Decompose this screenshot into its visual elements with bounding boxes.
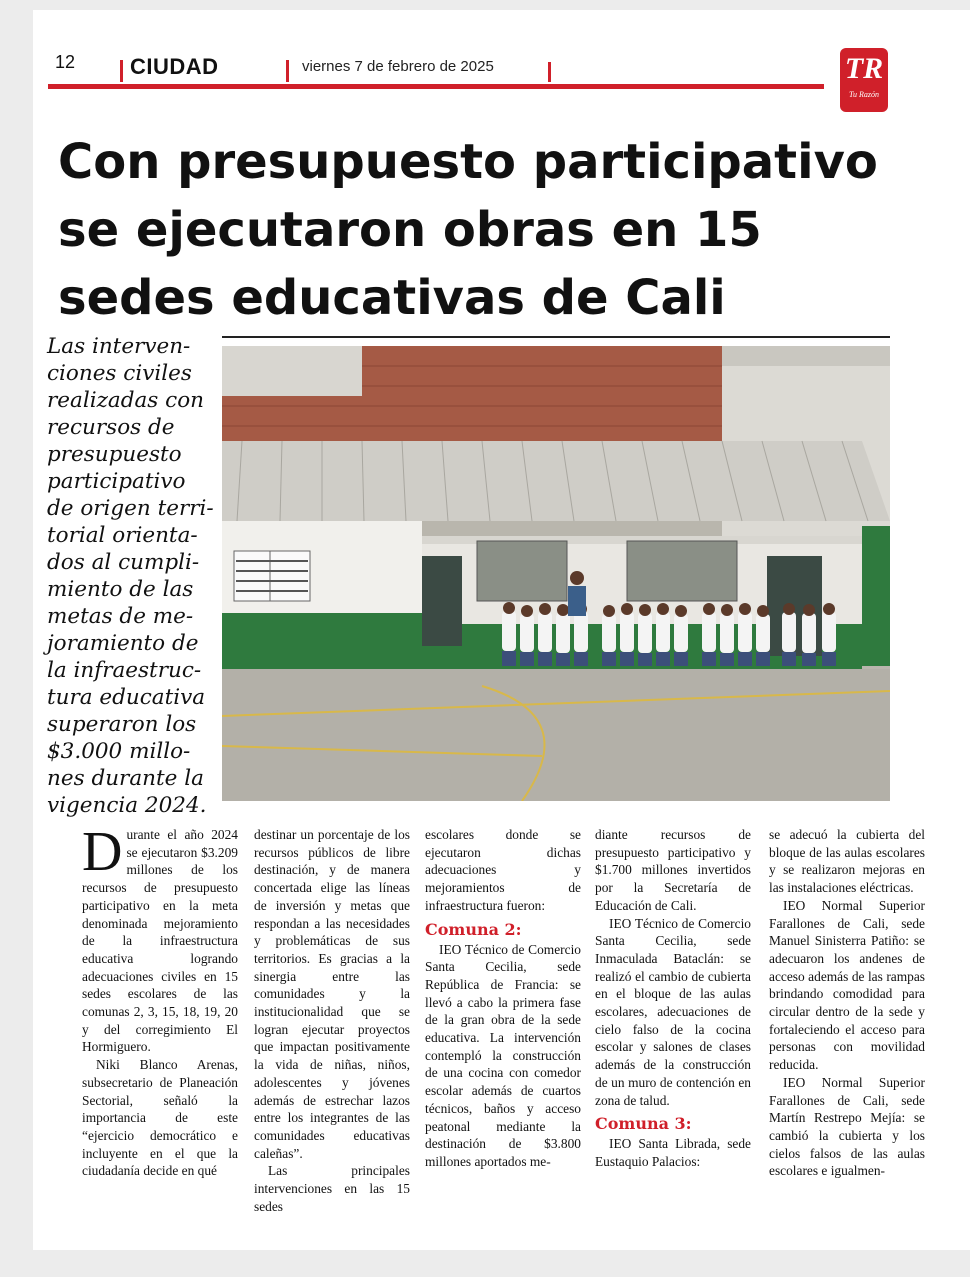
headline-line: se ejecutaron obras en 15 [58, 202, 762, 258]
article-paragraph: se adecuó la cubierta del bloque de las aulas escolares y se realizaron mejoras en las instalaciones eléctricas. [769, 827, 925, 896]
article-paragraph [82, 821, 238, 1056]
photo-rule [222, 336, 890, 338]
lead-line: miento de las [47, 577, 194, 602]
issue-date: viernes 7 de febrero de 2025 [302, 58, 494, 75]
article-paragraph: destinar un porcentaje de los recursos públicos de libre destinación, y de manera concertada elige las líneas de inversión y metas que respondan a las necesidades y problemáticas de sus territorios. Es gracias a la sinergia entre las comunidades y la institucionalidad que se logran ejecutar proyectos que impactan positivamente la vida de niñas, niños, adolescentes y jóvenes además de estrechar lazos entre los integrantes de las comunidades educativas caleñas”. [254, 827, 410, 1161]
header-rule [48, 84, 824, 89]
article-paragraph: IEO Normal Superior Farallones de Cali, sede Manuel Sinisterra Patiño: se adecuaron los andenes de acceso además de las rampas brindando comodidad para circular dentro de la sede y fortaleciendo el acceso para personas con movilidad reducida. [769, 897, 925, 1073]
headline-line: sedes educativas de Cali [58, 270, 726, 326]
article-paragraph: IEO Técnico de Comercio Santa Cecilia, sede República de Francia: se llevó a cabo la primera fase de la gran obra de la sede educativa. La intervención contempló la construcción de una cocina con comedor escolar además de cuartos técnicos, baños y acceso peatonal mediante la destinación de $3.800 millones aportados me- [425, 941, 581, 1169]
lead-line: presupuesto [47, 442, 182, 467]
lead-line: joramiento de [47, 631, 199, 656]
headline-line: Con presupuesto participativo [58, 134, 878, 190]
article-paragraph: diante recursos de presupuesto participativo y $1.700 millones invertidos por la Secretaría de Educación de Cali. [595, 827, 751, 913]
lead-line: tura educativa [47, 685, 206, 710]
header-divider [286, 60, 289, 82]
lead-line: participativo [47, 469, 186, 494]
lead-line: la infraestruc- [47, 658, 202, 683]
logo-name: Tu Razón [848, 90, 879, 99]
article-column-2 [254, 826, 410, 1215]
lead-line: realizadas con [47, 388, 204, 413]
article-paragraph: escolares donde se ejecutaron dichas adecuaciones y mejoramientos de infraestructura fueron: [425, 827, 581, 913]
lead-line: dos al cumpli- [47, 550, 200, 575]
article-paragraph: IEO Normal Superior Farallones de Cali, sede Martín Restrepo Mejía: se cambió la cubierta y los cielos falsos de las aulas escolares e igualmen- [769, 1074, 925, 1179]
lead-line: $3.000 millo- [47, 739, 191, 764]
lead-line: vigencia 2024. [47, 793, 207, 818]
drop-cap: D [82, 821, 123, 883]
article-paragraph: IEO Santa Librada, sede Eustaquio Palacios: [595, 1136, 751, 1169]
lead-line: torial orienta- [47, 523, 198, 548]
header-divider [120, 60, 123, 82]
school-building-illustration [222, 346, 890, 801]
article-paragraph: IEO Técnico de Comercio Santa Cecilia, sede Inmaculada Bataclán: se realizó el cambio de cubierta en el bloque de las aulas escolares, adecuaciones de cielo falso de la cocina escolar y salones de clases además de la construcción de un muro de contención en zona de talud. [595, 915, 751, 1108]
lead-line: Las interven- [47, 334, 191, 359]
article-column-5 [769, 826, 925, 1180]
section-title: CIUDAD [130, 54, 219, 79]
paragraph-text: urante el año 2024 se ejecutaron $3.209 millones de los recursos de presupuesto participativo en la meta denominada mejoramiento de la infraestructura educativa logrando adecuaciones civiles en 15 sedes escolares de las comunas 2, 3, 15, 18, 19, 20 y del corregimiento El Hormiguero. [82, 827, 238, 1055]
lead-line: ciones civiles [47, 361, 192, 386]
lead-line: nes durante la [47, 766, 204, 791]
article-column-4 [595, 826, 751, 1171]
header-divider [548, 62, 551, 82]
lead-line: metas de me- [47, 604, 194, 629]
article-lead [47, 333, 237, 819]
article-column-1 [82, 821, 238, 1180]
tu-razon-logo [840, 48, 888, 112]
lead-line: superaron los [47, 712, 197, 737]
logo-mark: TR [844, 52, 884, 85]
article-headline [58, 128, 918, 332]
lead-line: de origen terri- [47, 496, 214, 521]
subhead-comuna-3: Comuna 3: [595, 1114, 692, 1134]
lead-line: recursos de [47, 415, 175, 440]
school-photo [222, 346, 890, 801]
page-number: 12 [55, 52, 76, 72]
article-column-3 [425, 826, 581, 1171]
article-paragraph: Las principales intervenciones en las 15 sedes [254, 1163, 410, 1214]
subhead-comuna-2: Comuna 2: [425, 919, 522, 939]
article-paragraph: Niki Blanco Arenas, subsecretario de Planeación Sectorial, señaló la importancia de este “ejercicio democrático e incluyente en el que la ciudadanía decide en qué [82, 1057, 238, 1179]
